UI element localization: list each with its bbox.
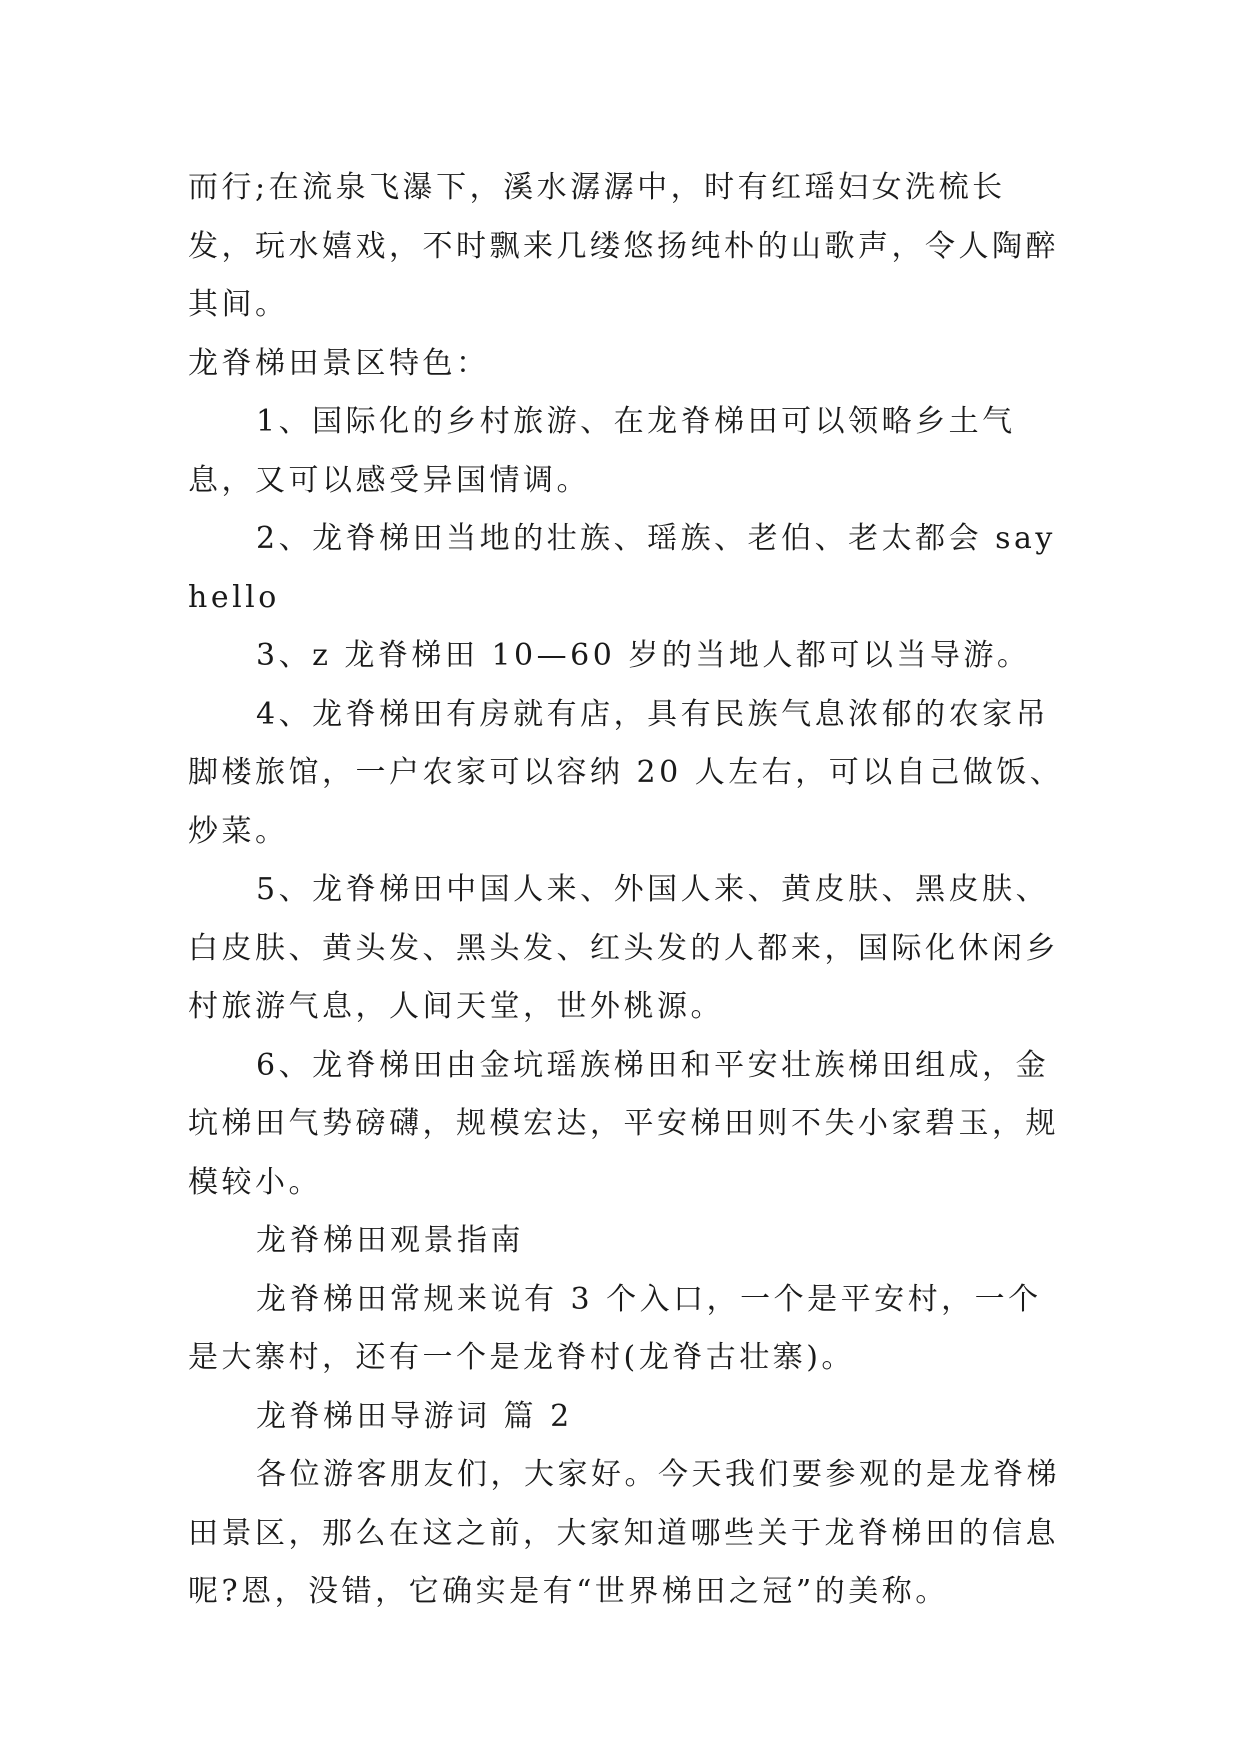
list-item-5: 5、龙脊梯田中国人来、外国人来、黄皮肤、黑皮肤、白皮肤、黄头发、黑头发、红头发的人都来，国际化休闲乡村旅游气息，人间天堂，世外桃源。 (188, 872, 1059, 1024)
section-heading-guide: 龙脊梯田观景指南 (256, 1223, 524, 1258)
list-item-3: 3、z 龙脊梯田 10—60 岁的当地人都可以当导游。 (256, 638, 1031, 673)
list-item-4: 4、龙脊梯田有房就有店，具有民族气息浓郁的农家吊脚楼旅馆，一户农家可以容纳 20 人左右，可以自己做饭、炒菜。 (188, 696, 1064, 849)
list-item-1: 1、国际化的乡村旅游、在龙脊梯田可以领略乡土气息，又可以感受异国情调。 (188, 404, 1016, 498)
document-body (188, 159, 1068, 1622)
paragraph-continuation: 而行;在流泉飞瀑下，溪水潺潺中，时有红瑶妇女洗梳长发，玩水嬉戏，不时飘来几缕悠扬纯朴的山歌声，令人陶醉其间。 (188, 170, 1059, 322)
list-item-2: 2、龙脊梯田当地的壮族、瑶族、老伯、老太都会 say hello (188, 521, 1056, 615)
paragraph-welcome: 各位游客朋友们，大家好。今天我们要参观的是龙脊梯田景区，那么在这之前，大家知道哪些关于龙脊梯田的信息呢?恩，没错，它确实是有“世界梯田之冠”的美称。 (188, 1457, 1060, 1609)
section-heading-features: 龙脊梯田景区特色： (188, 345, 490, 381)
section-heading-part-2: 龙脊梯田导游词 篇 2 (256, 1398, 573, 1434)
paragraph-entrances: 龙脊梯田常规来说有 3 个入口，一个是平安村，一个是大寨村，还有一个是龙脊村(龙脊古壮寨)。 (188, 1281, 1042, 1375)
list-item-6: 6、龙脊梯田由金坑瑶族梯田和平安壮族梯田组成，金坑梯田气势磅礴，规模宏达，平安梯田则不失小家碧玉，规模较小。 (188, 1047, 1059, 1200)
